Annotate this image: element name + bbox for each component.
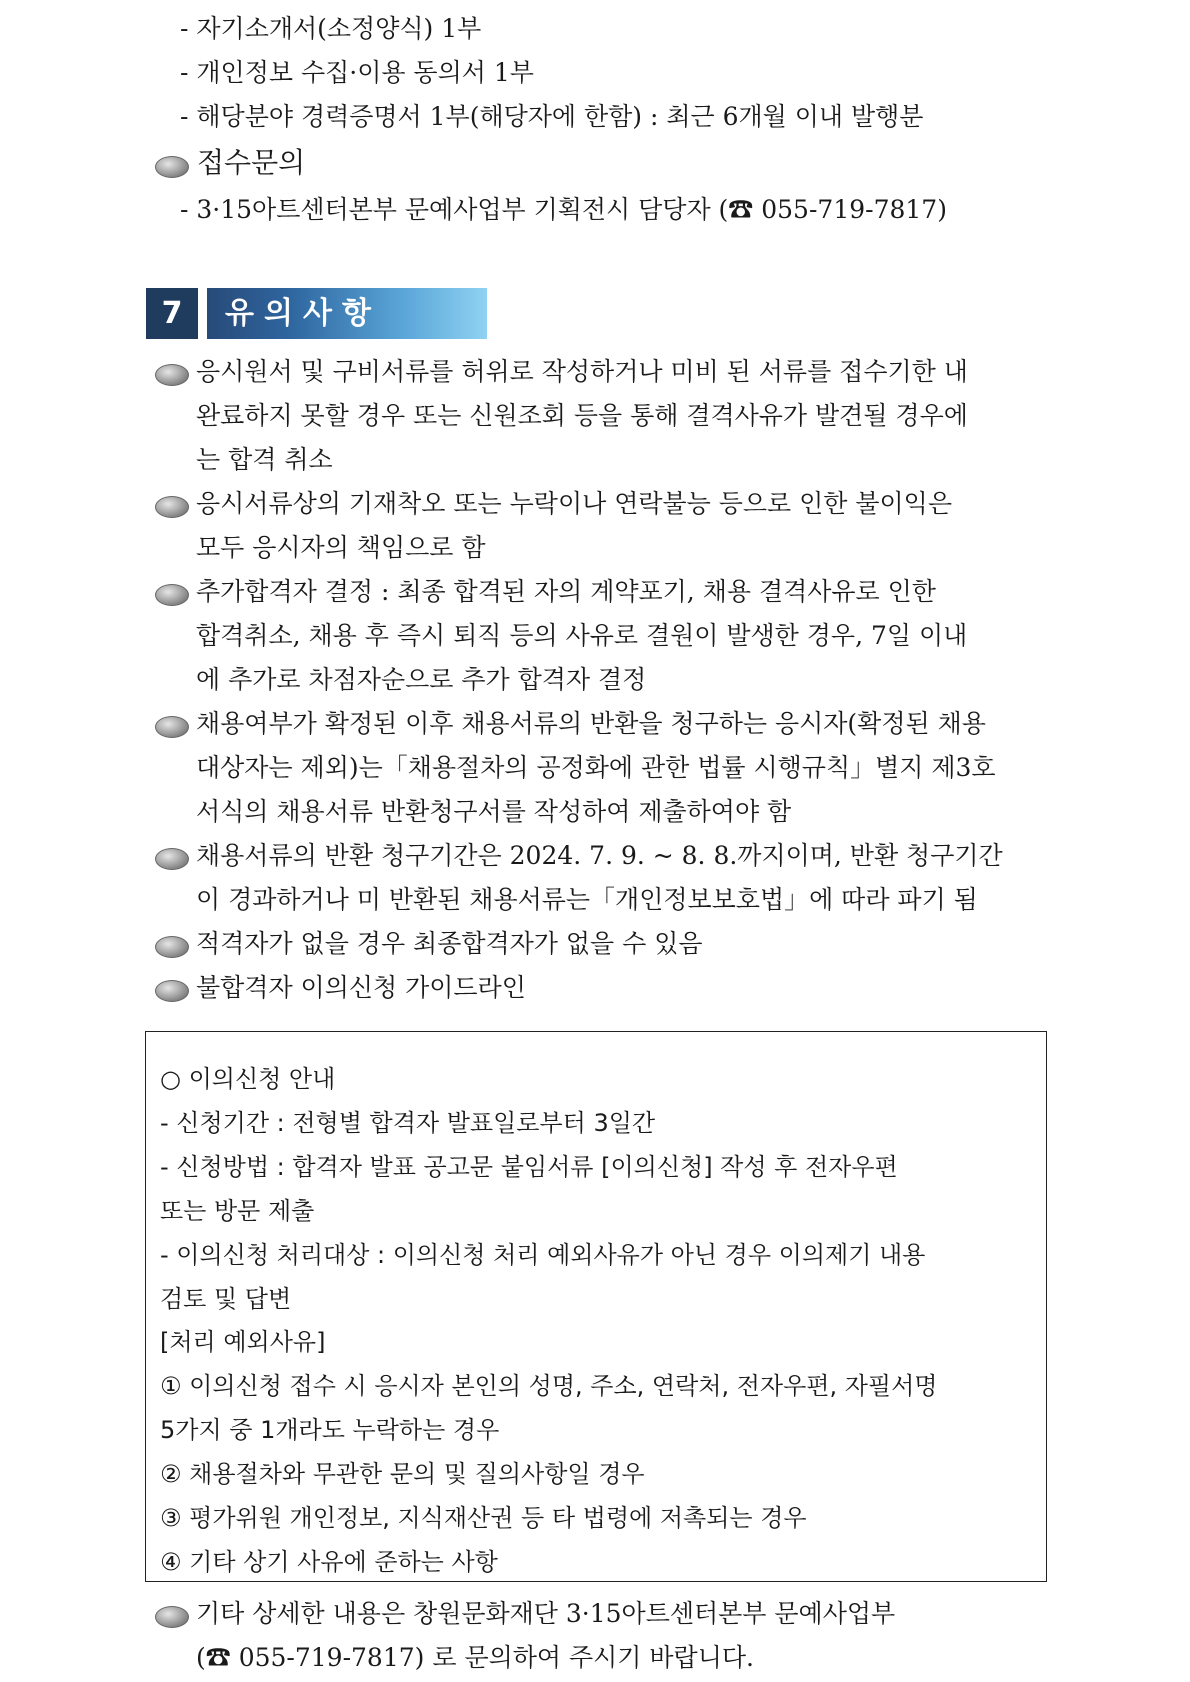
guide-line: 또는 방문 제출 xyxy=(160,1197,315,1225)
section-title: 유의사항 xyxy=(225,296,381,331)
bullet-icon xyxy=(155,584,189,606)
guide-line: ① 이의신청 접수 시 응시자 본인의 성명, 주소, 연락처, 전자우편, 자필서명 xyxy=(160,1372,938,1400)
guide-line: ③ 평가위원 개인정보, 지식재산권 등 타 법령에 저촉되는 경우 xyxy=(160,1504,807,1532)
note-line: 불합격자 이의신청 가이드라인 xyxy=(196,973,526,1002)
list-item: - 개인정보 수집·이용 동의서 1부 xyxy=(180,58,534,87)
guide-line: - 이의신청 처리대상 : 이의신청 처리 예외사유가 아닌 경우 이의제기 내용 xyxy=(160,1241,926,1269)
bullet-icon xyxy=(155,156,189,178)
section-number: 7 xyxy=(146,288,198,339)
note-line: 이 경과하거나 미 반환된 채용서류는「개인정보보호법」에 따라 파기 됨 xyxy=(196,885,978,914)
note-line: 합격취소, 채용 후 즉시 퇴직 등의 사유로 결원이 발생한 경우, 7일 이내 xyxy=(196,621,968,650)
bullet-icon xyxy=(155,716,189,738)
note-line: 응시서류상의 기재착오 또는 누락이나 연락불능 등으로 인한 불이익은 xyxy=(196,489,952,518)
guide-line: ② 채용절차와 무관한 문의 및 질의사항일 경우 xyxy=(160,1460,645,1488)
closing-line: 기타 상세한 내용은 창원문화재단 3·15아트센터본부 문예사업부 xyxy=(196,1599,896,1628)
note-line: 에 추가로 차점자순으로 추가 합격자 결정 xyxy=(196,665,647,694)
guideline-box xyxy=(145,1031,1047,1582)
bullet-icon xyxy=(155,496,189,518)
bullet-icon xyxy=(155,936,189,958)
closing-line: (☎ 055-719-7817) 로 문의하여 주시기 바랍니다. xyxy=(196,1643,754,1672)
section-title-bar xyxy=(207,288,487,339)
bullet-icon xyxy=(155,980,189,1002)
note-line: 서식의 채용서류 반환청구서를 작성하여 제출하여야 함 xyxy=(196,797,792,826)
inquiry-heading: 접수문의 xyxy=(197,146,306,179)
note-line: 모두 응시자의 책임으로 함 xyxy=(196,533,486,562)
note-line: 채용서류의 반환 청구기간은 2024. 7. 9. ~ 8. 8.까지이며, 반환 청구기간 xyxy=(196,841,1003,870)
bullet-icon xyxy=(155,1606,189,1628)
note-line: 추가합격자 결정 : 최종 합격된 자의 계약포기, 채용 결격사유로 인한 xyxy=(196,577,936,606)
note-line: 응시원서 및 구비서류를 허위로 작성하거나 미비 된 서류를 접수기한 내 xyxy=(196,357,968,386)
note-line: 채용여부가 확정된 이후 채용서류의 반환을 청구하는 응시자(확정된 채용 xyxy=(196,709,986,738)
guide-line: ○ 이의신청 안내 xyxy=(160,1065,336,1093)
guide-line: 5가지 중 1개라도 누락하는 경우 xyxy=(160,1416,500,1444)
list-item: - 자기소개서(소정양식) 1부 xyxy=(180,14,482,43)
note-line: 대상자는 제외)는「채용절차의 공정화에 관한 법률 시행규칙」별지 제3호 xyxy=(196,753,996,782)
list-item: - 해당분야 경력증명서 1부(해당자에 한함) : 최근 6개월 이내 발행분 xyxy=(180,102,924,131)
guide-line: - 신청방법 : 합격자 발표 공고문 붙임서류 [이의신청] 작성 후 전자우편 xyxy=(160,1153,898,1181)
guide-line: ④ 기타 상기 사유에 준하는 사항 xyxy=(160,1548,498,1576)
bullet-icon xyxy=(155,848,189,870)
bullet-icon xyxy=(155,364,189,386)
note-line: 완료하지 못할 경우 또는 신원조회 등을 통해 결격사유가 발견될 경우에 xyxy=(196,401,968,430)
note-line: 적격자가 없을 경우 최종합격자가 없을 수 있음 xyxy=(196,929,703,958)
guide-line: [처리 예외사유] xyxy=(160,1328,326,1356)
note-line: 는 합격 취소 xyxy=(196,445,333,474)
guide-line: 검토 및 답변 xyxy=(160,1285,292,1313)
guide-line: - 신청기간 : 전형별 합격자 발표일로부터 3일간 xyxy=(160,1109,656,1137)
inquiry-contact: - 3·15아트센터본부 문예사업부 기획전시 담당자 (☎ 055-719-7817) xyxy=(180,195,947,224)
